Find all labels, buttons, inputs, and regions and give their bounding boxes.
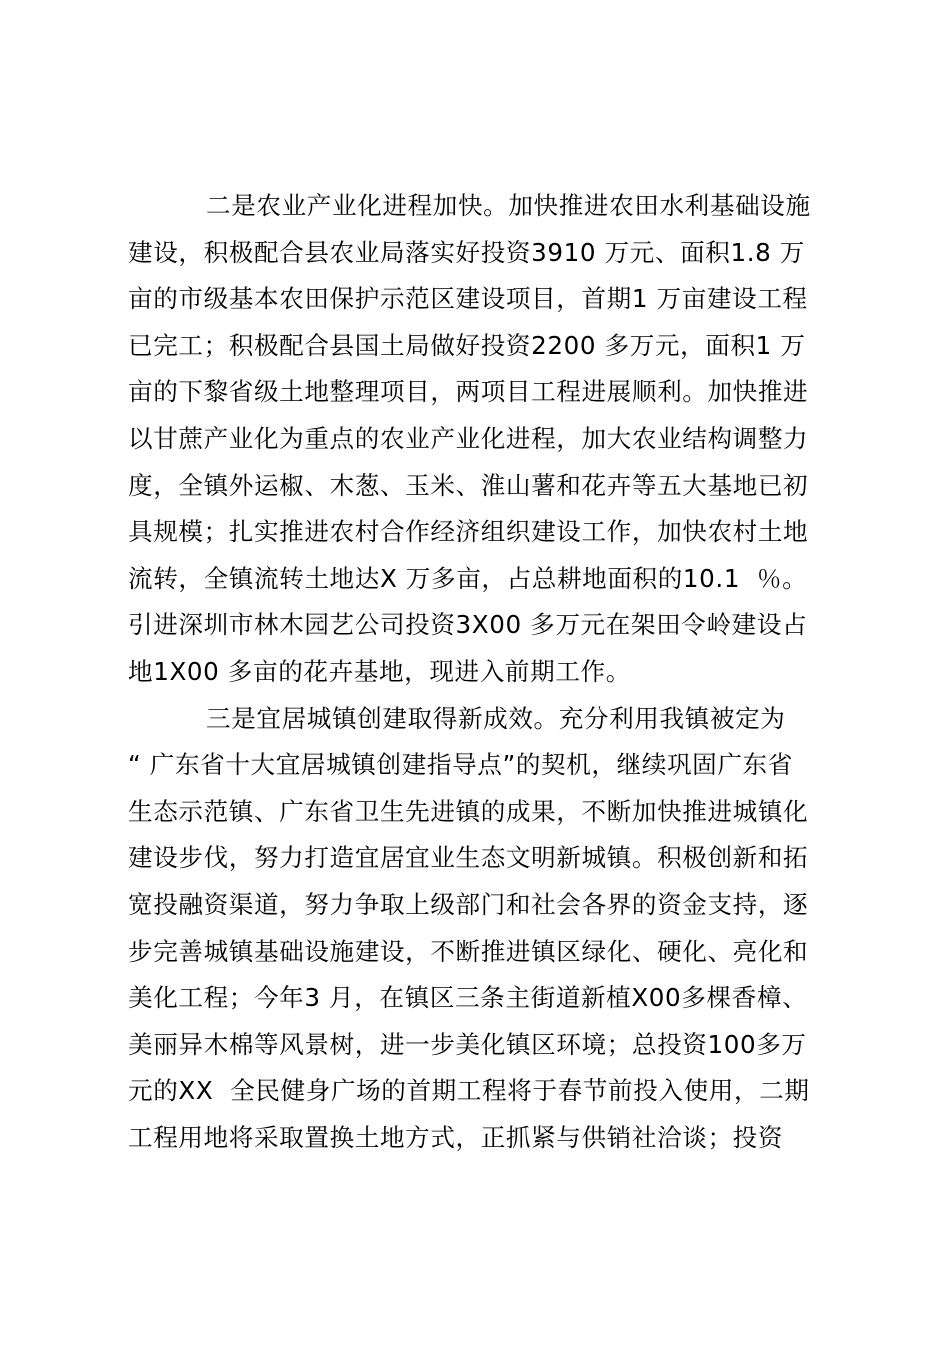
text-line: 建设步伐，努力打造宜居宜业生态文明新城镇。积极创新和拓 bbox=[128, 843, 809, 873]
text-line: “ 广东省十大宜居城镇创建指导点”的契机，继续巩固广东省 bbox=[128, 750, 793, 780]
text-line: 以甘蔗产业化为重点的农业产业化进程，加大农业结构调整力 bbox=[128, 423, 809, 453]
text-line: 工程用地将采取置换土地方式，正抓紧与供销社洽谈；投资 bbox=[128, 1122, 784, 1152]
text-line: 已完工；积极配合县国土局做好投资2200 多万元，面积1 万 bbox=[128, 330, 806, 360]
text-line: 二是农业产业化进程加快。加快推进农田水利基础设施 bbox=[206, 191, 811, 220]
text-line: 亩的下黎省级土地整理项目，两项目工程进展顺利。加快推进 bbox=[128, 377, 809, 407]
text-line: 步完善城镇基础设施建设，不断推进镇区绿化、硬化、亮化和 bbox=[128, 936, 809, 966]
text-line: 引进深圳市林木园艺公司投资3X00 多万元在架田令岭建设占 bbox=[128, 610, 808, 640]
paragraph-livable-town bbox=[128, 696, 833, 1162]
text-line: 生态示范镇、广东省卫生先进镇的成果，不断加快推进城镇化 bbox=[128, 796, 809, 826]
text-line: 流转，全镇流转土地达X 万多亩，占总耕地面积的10.1 ％。 bbox=[128, 563, 808, 593]
text-line: 地1X00 多亩的花卉基地，现进入前期工作。 bbox=[128, 656, 631, 686]
paragraph-agriculture bbox=[128, 183, 833, 696]
text-line: 亩的市级基本农田保护示范区建设项目，首期1 万亩建设工程 bbox=[128, 284, 808, 314]
body-text bbox=[128, 183, 833, 1161]
text-line: 宽投融资渠道，努力争取上级部门和社会各界的资金支持，逐 bbox=[128, 889, 809, 919]
text-line: 建设，积极配合县农业局落实好投资3910 万元、面积1.8 万 bbox=[128, 237, 806, 267]
text-line: 美丽异木棉等风景树，进一步美化镇区环境；总投资100多万 bbox=[128, 1029, 807, 1059]
text-line: 元的XX 全民健身广场的首期工程将于春节前投入使用，二期 bbox=[128, 1076, 810, 1106]
text-line: 三是宜居城镇创建取得新成效。充分利用我镇被定为 bbox=[206, 703, 786, 733]
text-line: 度，全镇外运椒、木葱、玉米、淮山薯和花卉等五大基地已初 bbox=[128, 470, 809, 500]
text-line: 美化工程；今年3 月，在镇区三条主街道新植X00多棵香樟、 bbox=[128, 983, 808, 1013]
text-line: 具规模；扎实推进农村合作经济组织建设工作，加快农村土地 bbox=[128, 517, 809, 547]
